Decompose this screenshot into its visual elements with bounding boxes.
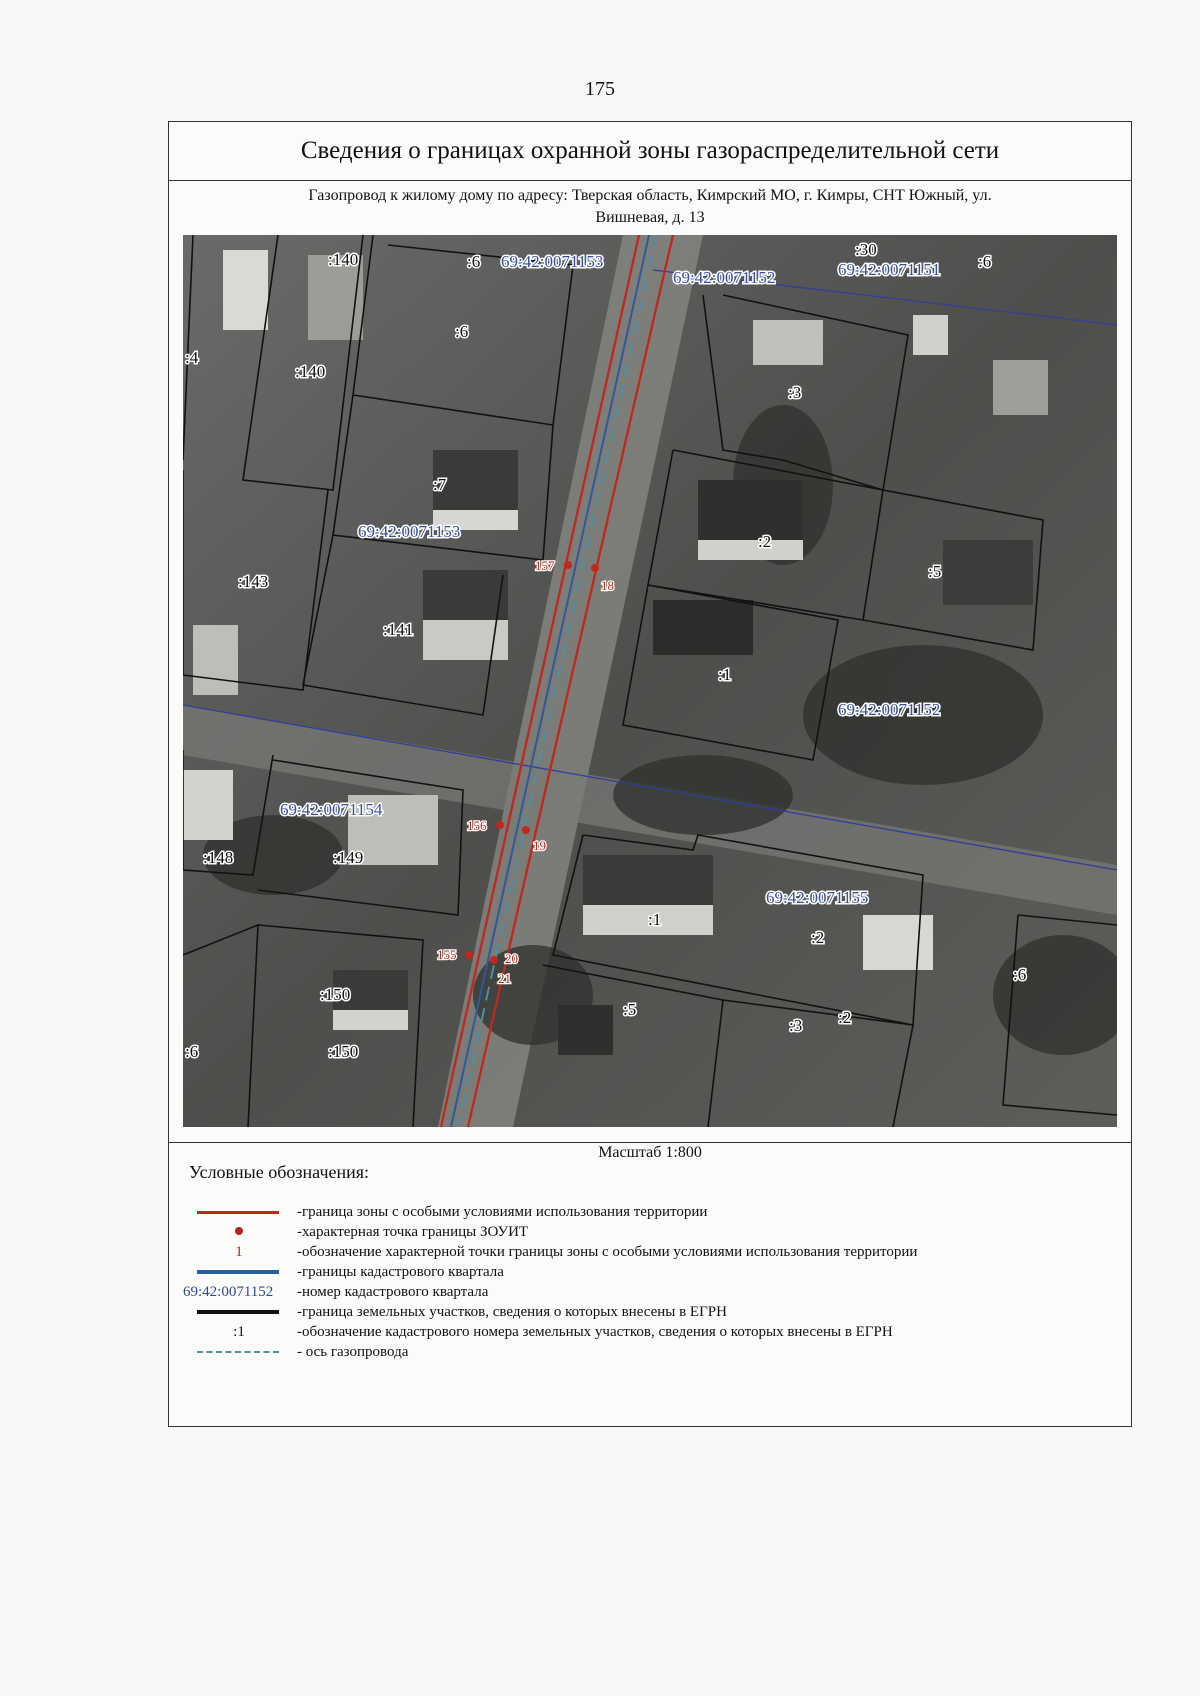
parcel-label: :149 [333, 848, 364, 867]
parcel-label: :5 [623, 1000, 637, 1019]
legend-item [183, 1262, 1113, 1282]
quarter-label: 69:42:0071153 [501, 252, 604, 271]
red-line-icon [183, 1202, 293, 1222]
parcel-label: :30 [855, 240, 877, 259]
point-label: 18 [601, 578, 614, 593]
legend-item [183, 1202, 1113, 1222]
parcel-label: :140 [328, 250, 359, 269]
zone-point-19 [522, 826, 530, 834]
parcel-label: :1 [718, 665, 732, 684]
legend-item [183, 1282, 1113, 1302]
legend-title: Условные обозначения: [189, 1162, 370, 1182]
legend-item-text: - ось газопровода [297, 1344, 409, 1360]
parcel-label: :2 [838, 1008, 852, 1027]
point-label: 20 [505, 951, 518, 966]
quarter-label: 69:42:0071155 [766, 888, 869, 907]
parcel-label: :6 [467, 252, 481, 271]
quarter-label: 69:42:0071154 [280, 800, 383, 819]
point-label: 21 [498, 971, 511, 986]
map-canvas [183, 235, 1117, 1127]
page-number: 175 [585, 78, 615, 100]
legend-item-text: -граница зоны с особыми условиями использования территории [297, 1204, 708, 1220]
zone-point-20-21 [490, 956, 498, 964]
parcel-label: :143 [238, 572, 269, 591]
quarter-number-sample: 69:42:0071152 [183, 1284, 274, 1300]
point-label: 157 [535, 558, 555, 573]
legend-item-text: -границы кадастрового квартала [297, 1264, 504, 1280]
black-line-icon [183, 1302, 293, 1322]
quarter-label: 69:42:0071152 [673, 268, 776, 287]
legend [183, 1202, 1113, 1362]
legend-item-text: -граница земельных участков, сведения о которых внесены в ЕГРН [297, 1304, 727, 1320]
legend-item-text: -обозначение характерной точки границы зоны с особыми условиями использования территории [297, 1244, 918, 1260]
legend-item-text: -характерная точка границы ЗОУИТ [297, 1224, 529, 1240]
parcel-label: :6 [455, 322, 469, 341]
quarter-label: 69:42:0071153 [358, 522, 461, 541]
parcel-label: :140 [295, 362, 326, 381]
legend-item [183, 1242, 1113, 1262]
zone-point-157 [564, 561, 572, 569]
legend-item-text: -номер кадастрового квартала [297, 1284, 489, 1300]
dashed-line-icon [183, 1342, 293, 1362]
parcel-label: :2 [811, 928, 825, 947]
parcel-label: :7 [433, 475, 447, 494]
parcel-label: :3 [788, 383, 802, 402]
legend-item [183, 1302, 1113, 1322]
sheet-subtitle [169, 181, 1131, 235]
map-sheet-frame [168, 121, 1132, 1427]
quarter-label: 69:42:0071152 [838, 700, 941, 719]
red-dot-icon [183, 1222, 293, 1242]
subtitle-line-2: Вишневая, д. 13 [595, 209, 705, 226]
quarter-label: 69:42:0071151 [838, 260, 941, 279]
parcel-label: :6 [1013, 965, 1027, 984]
parcel-label: :141 [383, 620, 414, 639]
blue-line-icon [183, 1262, 293, 1282]
parcel-number-sample: :1 [233, 1324, 245, 1340]
legend-item [183, 1342, 1113, 1362]
parcel-label: :6 [978, 252, 992, 271]
point-number-sample: 1 [235, 1244, 243, 1260]
zone-point-18 [591, 564, 599, 572]
point-label: 155 [437, 947, 457, 962]
parcel-label: :148 [203, 848, 234, 867]
subtitle-line-1: Газопровод к жилому дому по адресу: Тверская область, Кимрский МО, г. Кимры, СНТ Южный, ул. [308, 187, 992, 204]
zone-point-156 [496, 821, 504, 829]
legend-item-text: -обозначение кадастрового номера земельных участков, сведения о которых внесены в ЕГРН [297, 1324, 893, 1340]
parcel-label: :2 [758, 532, 772, 551]
zone-point-155 [465, 951, 473, 959]
legend-item [183, 1322, 1113, 1342]
parcel-label: :4 [185, 348, 199, 367]
parcel-label: :3 [789, 1016, 803, 1035]
parcel-label: :150 [328, 1042, 359, 1061]
legend-item [183, 1222, 1113, 1242]
aerial-map[interactable] [183, 235, 1117, 1127]
parcel-label: :150 [320, 985, 351, 1004]
parcel-label: :5 [928, 562, 942, 581]
sheet-title: Сведения о границах охранной зоны газораспределительной сети [169, 122, 1131, 181]
parcel-label: :1 [648, 910, 662, 929]
point-label: 156 [467, 818, 487, 833]
map-scale: Масштаб 1:800 [598, 1144, 702, 1161]
scale-divider [169, 1142, 1131, 1143]
point-label: 19 [533, 838, 546, 853]
parcel-label: :6 [185, 1042, 199, 1061]
